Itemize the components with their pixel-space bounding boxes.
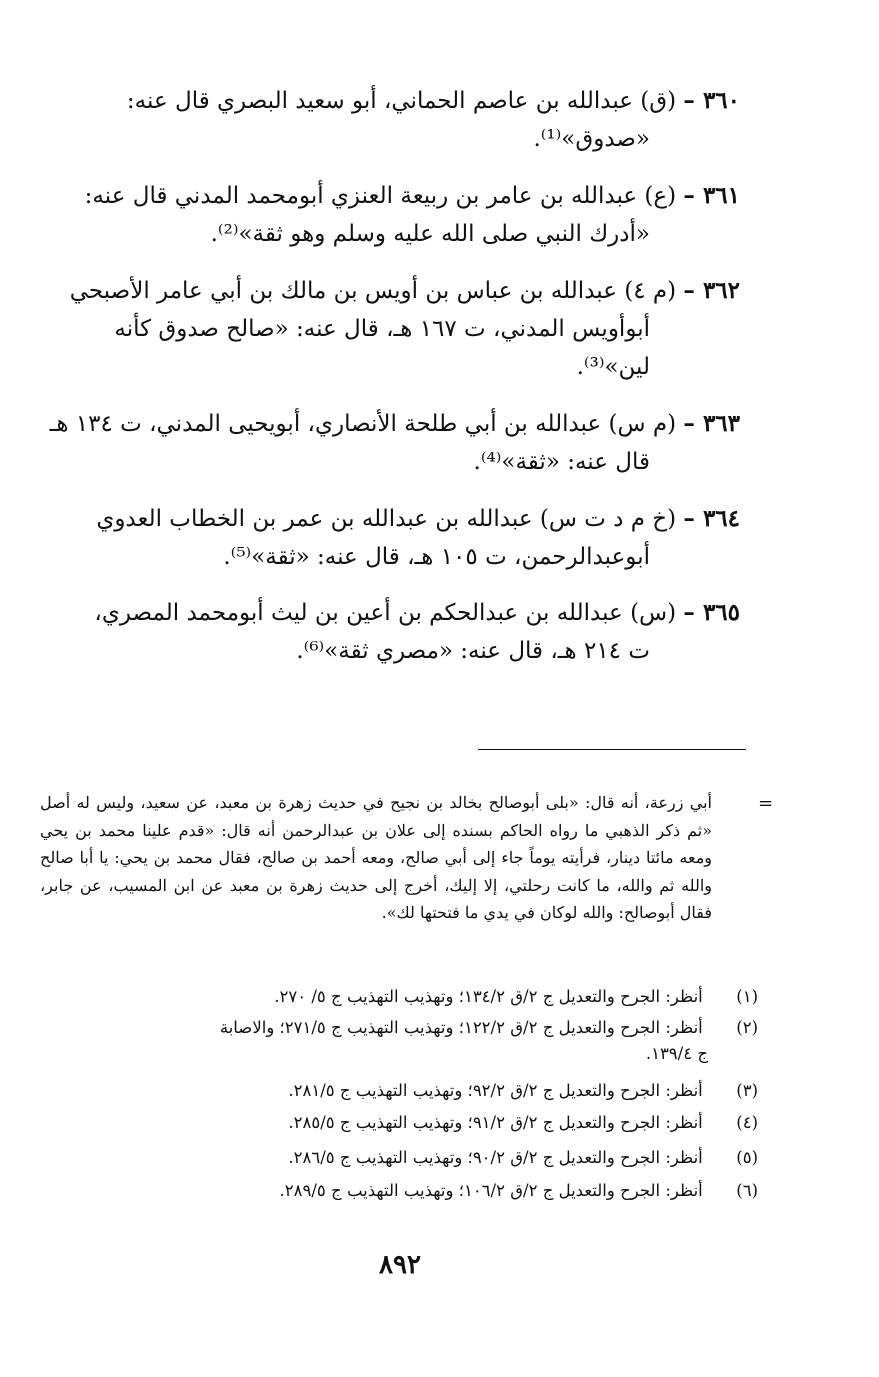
entry-text-continued-2: لين»⁽³⁾. — [576, 354, 650, 380]
entry-text-continued: قال عنه: «ثقة»⁽⁴⁾. — [473, 449, 650, 475]
footnote-continuation: أبي زرعة، أنه قال: «بلى أبوصالح بخالد بن نجيح في حديث زهرة بن معبد، عن سعيد، وليس له أصل «ثم ذكر الذهبي ما رواه الحاكم بسنده إلى علان بن عبدالرحمن أنه قال: «قدم علينا محمد بن يحي ومعه مائتا دينار، فرأيته يوماً جاء إلى أبي صالح، ومعه أحمد بن صالح، فقال محمد بن يحي: يا أبا صالح والله ثم والله، ما كانت رحلتي، إلا إليك، أخرج إلى حديث زهرة بن معبد عن ابن المسيب، عن جابر، فقال أبوصالح: والله لوكان في يدي ما فتحتها لك». — [40, 793, 713, 922]
entry-text-continued: أبوعبدالرحمن، ت ١٠٥ هـ، قال عنه: «ثقة»⁽⁵⁾. — [223, 544, 650, 570]
entry-text: (ع) عبدالله بن عامر بن ربيعة العنزي أبومحمد المدني قال عنه: — [84, 183, 677, 209]
entry-number: ٣٦٤ – — [683, 505, 740, 532]
footnote-text: أنظر: الجرح والتعديل ج ٢/ق ١٠٦/٢؛ وتهذيب التهذيب ج ٢٨٩/٥. — [279, 1181, 703, 1200]
footnote-text: أنظر: الجرح والتعديل ج ٢/ق ١٢٢/٢؛ وتهذيب التهذيب ج ٢٧١/٥؛ والاصابة — [219, 1018, 703, 1037]
footnote-4 — [40, 1110, 758, 1136]
footnote-text: أنظر: الجرح والتعديل ج ٢/ق ٩٠/٢؛ وتهذيب التهذيب ج ٢٨٦/٥. — [288, 1148, 703, 1167]
entry-text-continued: «صدوق»⁽¹⁾. — [533, 126, 650, 152]
entry-364 — [40, 500, 740, 576]
footnote-1 — [40, 984, 758, 1010]
page-number: ٨٩٢ — [379, 1250, 421, 1280]
entry-number: ٣٦٥ – — [683, 599, 740, 626]
entry-number: ٣٦٣ – — [683, 410, 740, 437]
footnote-number: (٣) — [736, 1081, 758, 1100]
footnote-text-continued: ج ١٣٩/٤. — [645, 1044, 708, 1063]
footnote-text: أنظر: الجرح والتعديل ج ٢/ق ١٣٤/٢؛ وتهذيب التهذيب ج ٥/ ٢٧٠. — [274, 987, 703, 1006]
footnote-text: أنظر: الجرح والتعديل ج ٢/ق ٩٢/٢؛ وتهذيب التهذيب ج ٢٨١/٥. — [288, 1081, 703, 1100]
footnote-number: (٤) — [736, 1113, 758, 1132]
entry-number: ٣٦١ – — [683, 182, 740, 209]
footnote-number: (٥) — [736, 1148, 758, 1167]
entry-text: (خ م د ت س) عبدالله بن عبدالله بن عمر بن الخطاب العدوي — [96, 506, 677, 532]
footnote-separator — [478, 749, 746, 750]
entry-363 — [40, 405, 740, 481]
entry-text-continued: أبوأويس المدني، ت ١٦٧ هـ، قال عنه: «صالح صدوق كأنه — [114, 316, 650, 342]
entry-text: (س) عبدالله بن عبدالحكم بن أعين بن ليث أبومحمد المصري، — [94, 600, 677, 626]
footnote-number: (٦) — [736, 1181, 758, 1200]
footnote-2 — [40, 1015, 758, 1067]
entry-361 — [40, 177, 740, 253]
footnote-number: (٢) — [736, 1018, 758, 1037]
entry-365 — [40, 594, 740, 670]
entry-number: ٣٦٠ – — [683, 87, 740, 114]
entry-text-continued: ت ٢١٤ هـ، قال عنه: «مصري ثقة»⁽⁶⁾. — [296, 638, 650, 664]
entry-text: (م ٤) عبدالله بن عباس بن أويس بن مالك بن أبي عامر الأصبحي — [69, 278, 677, 304]
footnote-5 — [40, 1145, 758, 1171]
continuation-mark: = — [758, 793, 774, 814]
entry-362 — [40, 272, 740, 386]
entry-text-continued: «أدرك النبي صلى الله عليه وسلم وهو ثقة»⁽²⁾. — [210, 221, 650, 247]
footnote-number: (١) — [736, 987, 758, 1006]
footnote-6 — [40, 1178, 758, 1204]
entry-360 — [40, 82, 740, 158]
entry-number: ٣٦٢ – — [683, 277, 740, 304]
footnote-text: أنظر: الجرح والتعديل ج ٢/ق ٩١/٢؛ وتهذيب التهذيب ج ٢٨٥/٥. — [288, 1113, 703, 1132]
entry-text: (م س) عبدالله بن أبي طلحة الأنصاري، أبويحيى المدني، ت ١٣٤ هـ — [49, 411, 677, 437]
entry-text: (ق) عبدالله بن عاصم الحماني، أبو سعيد البصري قال عنه: — [126, 88, 677, 114]
footnote-3 — [40, 1078, 758, 1104]
